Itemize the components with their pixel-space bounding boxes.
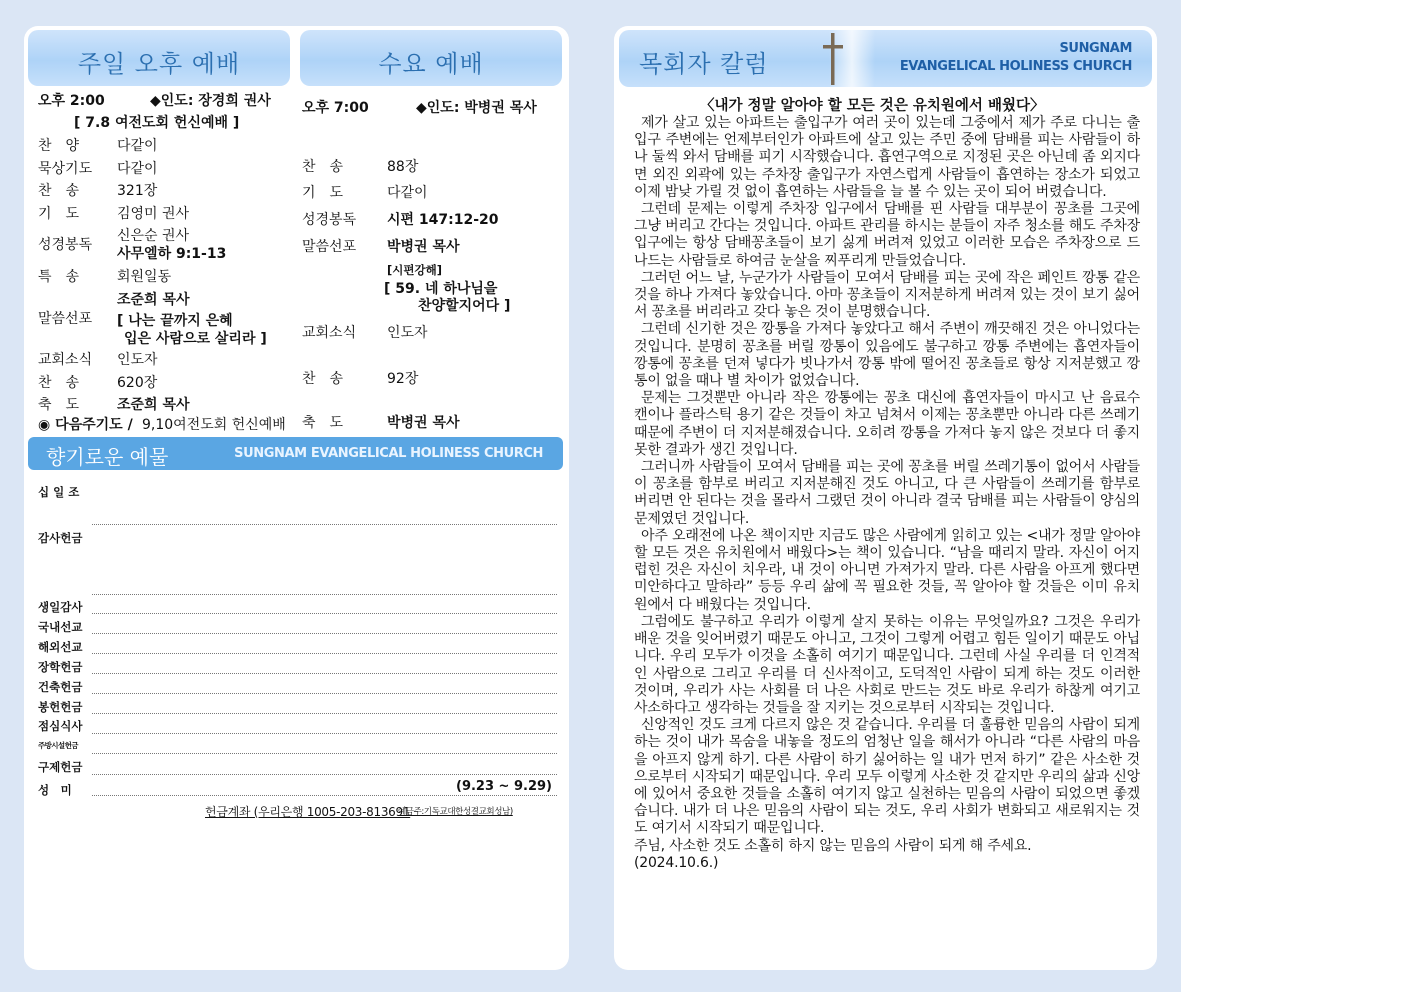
sunday-header — [28, 30, 290, 86]
sunday-label-benediction: 축 도 — [38, 397, 80, 413]
article-date: (2024.10.6.) — [634, 854, 719, 871]
wednesday-title: 수요 예배 — [378, 50, 484, 78]
offering-label-domestic-mission: 국내선교 — [38, 620, 83, 634]
offering-line — [92, 613, 557, 614]
wed-value-hymn: 88장 — [387, 159, 419, 175]
article-prayer: 주님, 사소한 것도 소홀히 하지 않는 믿음의 사람이 되게 해 주세요. — [634, 837, 1032, 854]
offering-line — [92, 673, 557, 674]
wed-label-hymn: 찬 송 — [302, 159, 344, 175]
article-body — [634, 115, 1140, 872]
sunday-title: 주일 오후 예배 — [77, 50, 241, 78]
left-panel — [24, 26, 569, 970]
wed-label-sermon: 말씀선포 — [302, 239, 357, 255]
sunday-label-closing-hymn: 찬 송 — [38, 375, 80, 391]
sunday-value-special-song: 회원일동 — [117, 269, 172, 285]
article-paragraph: 문제는 그것뿐만 아니라 작은 깡통에는 꽁초 대신에 흡연자들이 마시고 난 음료수 캔이나 플라스틱 용기 같은 것들이 차고 넘쳐서 이제는 꽁초뿐만 아니라 다른 쓰레기 때문에 주변이 더 지저분해졌습니다. 오히려 깡통을 가져다 놓지 않은 것보다 더 좋지 못한 결과가 생긴 것입니다. — [634, 390, 1140, 458]
next-week-prayer-label: ◉ 다음주기도 / — [38, 417, 133, 433]
sunday-value-silent-prayer: 다같이 — [117, 161, 158, 177]
article-paragraph: 아주 오래전에 나온 책이지만 지금도 많은 사람에게 읽히고 있는 <내가 정말 알아야 할 모든 것은 유치원에서 배웠다>는 책이 있습니다. “남을 때리지 말라. 자신이 어지럽힌 것은 자신이 치우라, 내 것이 아니면 가져가지 말라. 다른 사람을 아프게 했다면 미안하다고 말하라” 등등 우리 삶에 꼭 필요한 것들, 꼭 알아야 할 것들은 이미 유치원에서 다 배웠다는 것입니다. — [634, 527, 1140, 613]
offering-line — [92, 594, 557, 595]
offering-line — [92, 524, 557, 525]
article-paragraph: 그런데 문제는 이렇게 주차장 입구에서 담배를 핀 사람들 대부분이 꽁초를 그곳에 그냥 버리고 간다는 것입니다. 아파트 관리를 하시는 분들이 자주 청소를 해도 주차장 입구에는 항상 담배꽁초들이 보기 싫게 버려져 있었고 이러한 모습은 주차장으로 드나드는 사람들로 하여금 눈살을 찌푸리게 만들었습니다. — [634, 201, 1140, 269]
wed-value-preacher: 박병권 목사 — [387, 239, 460, 255]
wed-value-benediction: 박병권 목사 — [387, 415, 460, 431]
sunday-value-benediction: 조준희 목사 — [117, 397, 190, 413]
cross-icon — [821, 33, 845, 85]
offering-label-birthday: 생일감사 — [38, 600, 83, 614]
sunday-label-special-song: 특 송 — [38, 269, 80, 285]
article-paragraph: 신앙적인 것도 크게 다르지 않은 것 같습니다. 우리를 더 훌륭한 믿음의 사람이 되게 하는 것이 내가 목숨을 내놓을 정도의 엄청난 일을 해서가 아니라 “다른 사람의 마음을 아프지 않게 하기. 다른 사람이 하기 싫어하는 일 내가 먼저 하기” 같은 사소한 것으로부터 시작되기 때문입니다. 우리 모두 이렇게 사소한 것 같지만 우리의 삶과 신앙에 있어서 중요한 것들을 소홀히 여기지 않고 실천하는 믿음의 사람이 되었으면 좋겠습니다. 내가 더 나은 믿음의 사람이 되는 것도, 우리 사회가 변화되고 새로워지는 것도 여기서 시작되기 때문입니다. — [634, 717, 1140, 837]
offering-label-rice: 성 미 — [38, 783, 72, 797]
sunday-label-silent-prayer: 묵상기도 — [38, 161, 93, 177]
sunday-event: [ 7.8 여전도회 헌신예배 ] — [74, 115, 240, 131]
wednesday-time: 오후 7:00 — [302, 100, 369, 116]
sunday-value-hymn: 321장 — [117, 183, 158, 199]
article-paragraph: 그러던 어느 날, 누군가가 사람들이 모여서 담배를 피는 곳에 작은 페인트 깡통 같은 것을 하나 가져다 놓았습니다. 아마 꽁초들이 지저분하게 버려져 있는 것이 보기 싫어서 꽁초를 버리라고 갖다 놓은 것이 분명했습니다. — [634, 269, 1140, 321]
article-title: 〈내가 정말 알아야 할 모든 것은 유치원에서 배웠다〉 — [700, 98, 1045, 114]
sunday-label-sermon: 말씀선포 — [38, 311, 93, 327]
offering-line — [92, 753, 557, 754]
wednesday-leader: ◆인도: 박병권 목사 — [416, 100, 537, 116]
wed-label-news: 교회소식 — [302, 325, 357, 341]
offering-line — [92, 733, 557, 734]
sunday-value-scripture-passage: 사무엘하 9:1-13 — [117, 246, 227, 262]
sunday-label-news: 교회소식 — [38, 352, 93, 368]
offering-header-bar — [28, 437, 563, 470]
sunday-value-praise: 다같이 — [117, 138, 158, 154]
offering-line — [92, 693, 557, 694]
sunday-value-news: 인도자 — [117, 352, 158, 368]
church-name-en-1: SUNGNAM — [1059, 41, 1132, 56]
sunday-sermon-title-1: [ 나는 끝까지 은혜 — [117, 313, 233, 329]
wednesday-header — [300, 30, 562, 86]
article-paragraph: 그런데 신기한 것은 깡통을 가져다 놓았다고 해서 주변이 깨끗해진 것은 아니었다는 것입니다. 분명히 꽁초를 버릴 깡통이 있음에도 불구하고 깡통 주변에는 흡연자들이 깡통에 꽁초를 던져 넣다가 빗나가서 깡통 밖에 떨어진 꽁초들로 항상 지저분했고 깡통이 없을 때나 별 차이가 없었습니다. — [634, 321, 1140, 390]
article-paragraph: 그럼에도 불구하고 우리가 이렇게 살지 못하는 이유는 무엇일까요? 그것은 우리가 배운 것을 잊어버렸기 때문도 아니고, 그것이 그렇게 어렵고 힘든 일이기 때문도 아닙니다. 우리 모두가 이것을 소홀히 여기기 때문입니다. 그런데 사실 우리를 더 인격적인 사람으로 그리고 우리를 더 신사적이고, 도덕적인 사람이 되게 하는 것도 이러한 것이며, 우리가 사는 사회를 더 나은 사회로 만드는 것도 바로 우리가 하찮게 여기고 사소하다고 생각하는 것들을 잘 지키는 것으로부터 시작되는 것입니다. — [634, 613, 1140, 716]
wed-value-news: 인도자 — [387, 325, 428, 341]
wed-sermon-title-2: 찬양할지어다 ] — [418, 298, 511, 314]
wed-value-closing-hymn: 92장 — [387, 371, 419, 387]
column-header — [619, 30, 1152, 87]
account-holder: 예금주:기독교대한성결교회성남) — [398, 807, 513, 817]
offering-label-lunch: 점심식사 — [38, 719, 83, 733]
offering-label-tithe: 십 일 조 — [38, 485, 80, 499]
offering-line — [92, 653, 557, 654]
offering-label-building: 건축헌금 — [38, 680, 83, 694]
sunday-label-scripture: 성경봉독 — [38, 237, 93, 253]
offering-line — [92, 774, 557, 775]
offering-label-relief: 구제헌금 — [38, 760, 83, 774]
account-info: 헌금계좌 (우리은행 1005-203-813691 — [205, 805, 411, 819]
wed-value-prayer: 다같이 — [387, 185, 428, 201]
offering-label-scholarship: 장학헌금 — [38, 660, 83, 674]
church-name-en-2: EVANGELICAL HOLINESS CHURCH — [899, 59, 1132, 74]
sunday-value-closing-hymn: 620장 — [117, 375, 158, 391]
offering-title: 향기로운 예물 — [46, 445, 169, 469]
offering-church-name: SUNGNAM EVANGELICAL HOLINESS CHURCH — [234, 446, 543, 461]
article-paragraph: 그러니까 사람들이 모여서 담배를 피는 곳에 꽁초를 버릴 쓰레기통이 없어서 사람들이 꽁초를 함부로 버리고 지저분해진 것도 아니고, 다 큰 사람들이 쓰레기를 함부로 버리면 안 된다는 것을 몰라서 그랬던 것이 아니라 결국 담배를 피는 사람들이 양심의 문제였던 것입니다. — [634, 459, 1140, 527]
sunday-time: 오후 2:00 — [38, 93, 105, 109]
wed-value-scripture: 시편 147:12-20 — [387, 212, 499, 228]
article-paragraph: 제가 살고 있는 아파트는 출입구가 여러 곳이 있는데 그중에서 제가 주로 다니는 출입구 주변에는 언제부터인가 아파트에 살고 있는 주민 중에 담배를 피는 사람들이 하나 둘씩 와서 담배를 피기 시작했습니다. 흡연구역으로 지정된 곳은 아닌데 좀 외지다면 외진 외곽에 있는 주차장 출입구가 자연스럽게 사람들이 흡연하는 장소가 되었고 이제 밤낮 가릴 것 없이 흡연하는 사람들을 늘 볼 수 있는 곳이 되어 버렸습니다. — [634, 115, 1140, 200]
wed-sermon-title-1: [ 59. 네 하나님을 — [384, 281, 498, 297]
sunday-sermon-title-2: 입은 사람으로 살리라 ] — [124, 331, 267, 347]
wed-label-closing-hymn: 찬 송 — [302, 371, 344, 387]
sunday-label-prayer: 기 도 — [38, 206, 80, 222]
wed-label-benediction: 축 도 — [302, 415, 344, 431]
sunday-label-praise: 찬 양 — [38, 138, 80, 154]
wed-label-prayer: 기 도 — [302, 185, 344, 201]
offering-label-dedication: 봉헌헌금 — [38, 700, 83, 714]
offering-label-overseas-mission: 해외선교 — [38, 640, 83, 654]
offering-line — [92, 795, 557, 796]
wed-label-scripture: 성경봉독 — [302, 212, 357, 228]
offering-date-range: (9.23 ~ 9.29) — [456, 779, 552, 794]
sunday-value-prayer: 김영미 권사 — [117, 206, 190, 222]
offering-label-kitchen: 주방시설헌금 — [38, 741, 78, 750]
sunday-value-preacher: 조준희 목사 — [117, 292, 190, 308]
wed-sermon-series: [시편강해] — [387, 263, 442, 277]
sunday-value-scripture-reader: 신은순 권사 — [117, 228, 190, 244]
sunday-leader: ◆인도: 장경희 권사 — [150, 93, 271, 109]
next-week-prayer-value: 9,10여전도회 헌신예배 — [142, 417, 286, 433]
offering-line — [92, 713, 557, 714]
offering-line — [92, 633, 557, 634]
column-title: 목회자 칼럼 — [639, 50, 769, 78]
offering-label-thanks: 감사헌금 — [38, 531, 83, 545]
sunday-label-hymn: 찬 송 — [38, 183, 80, 199]
